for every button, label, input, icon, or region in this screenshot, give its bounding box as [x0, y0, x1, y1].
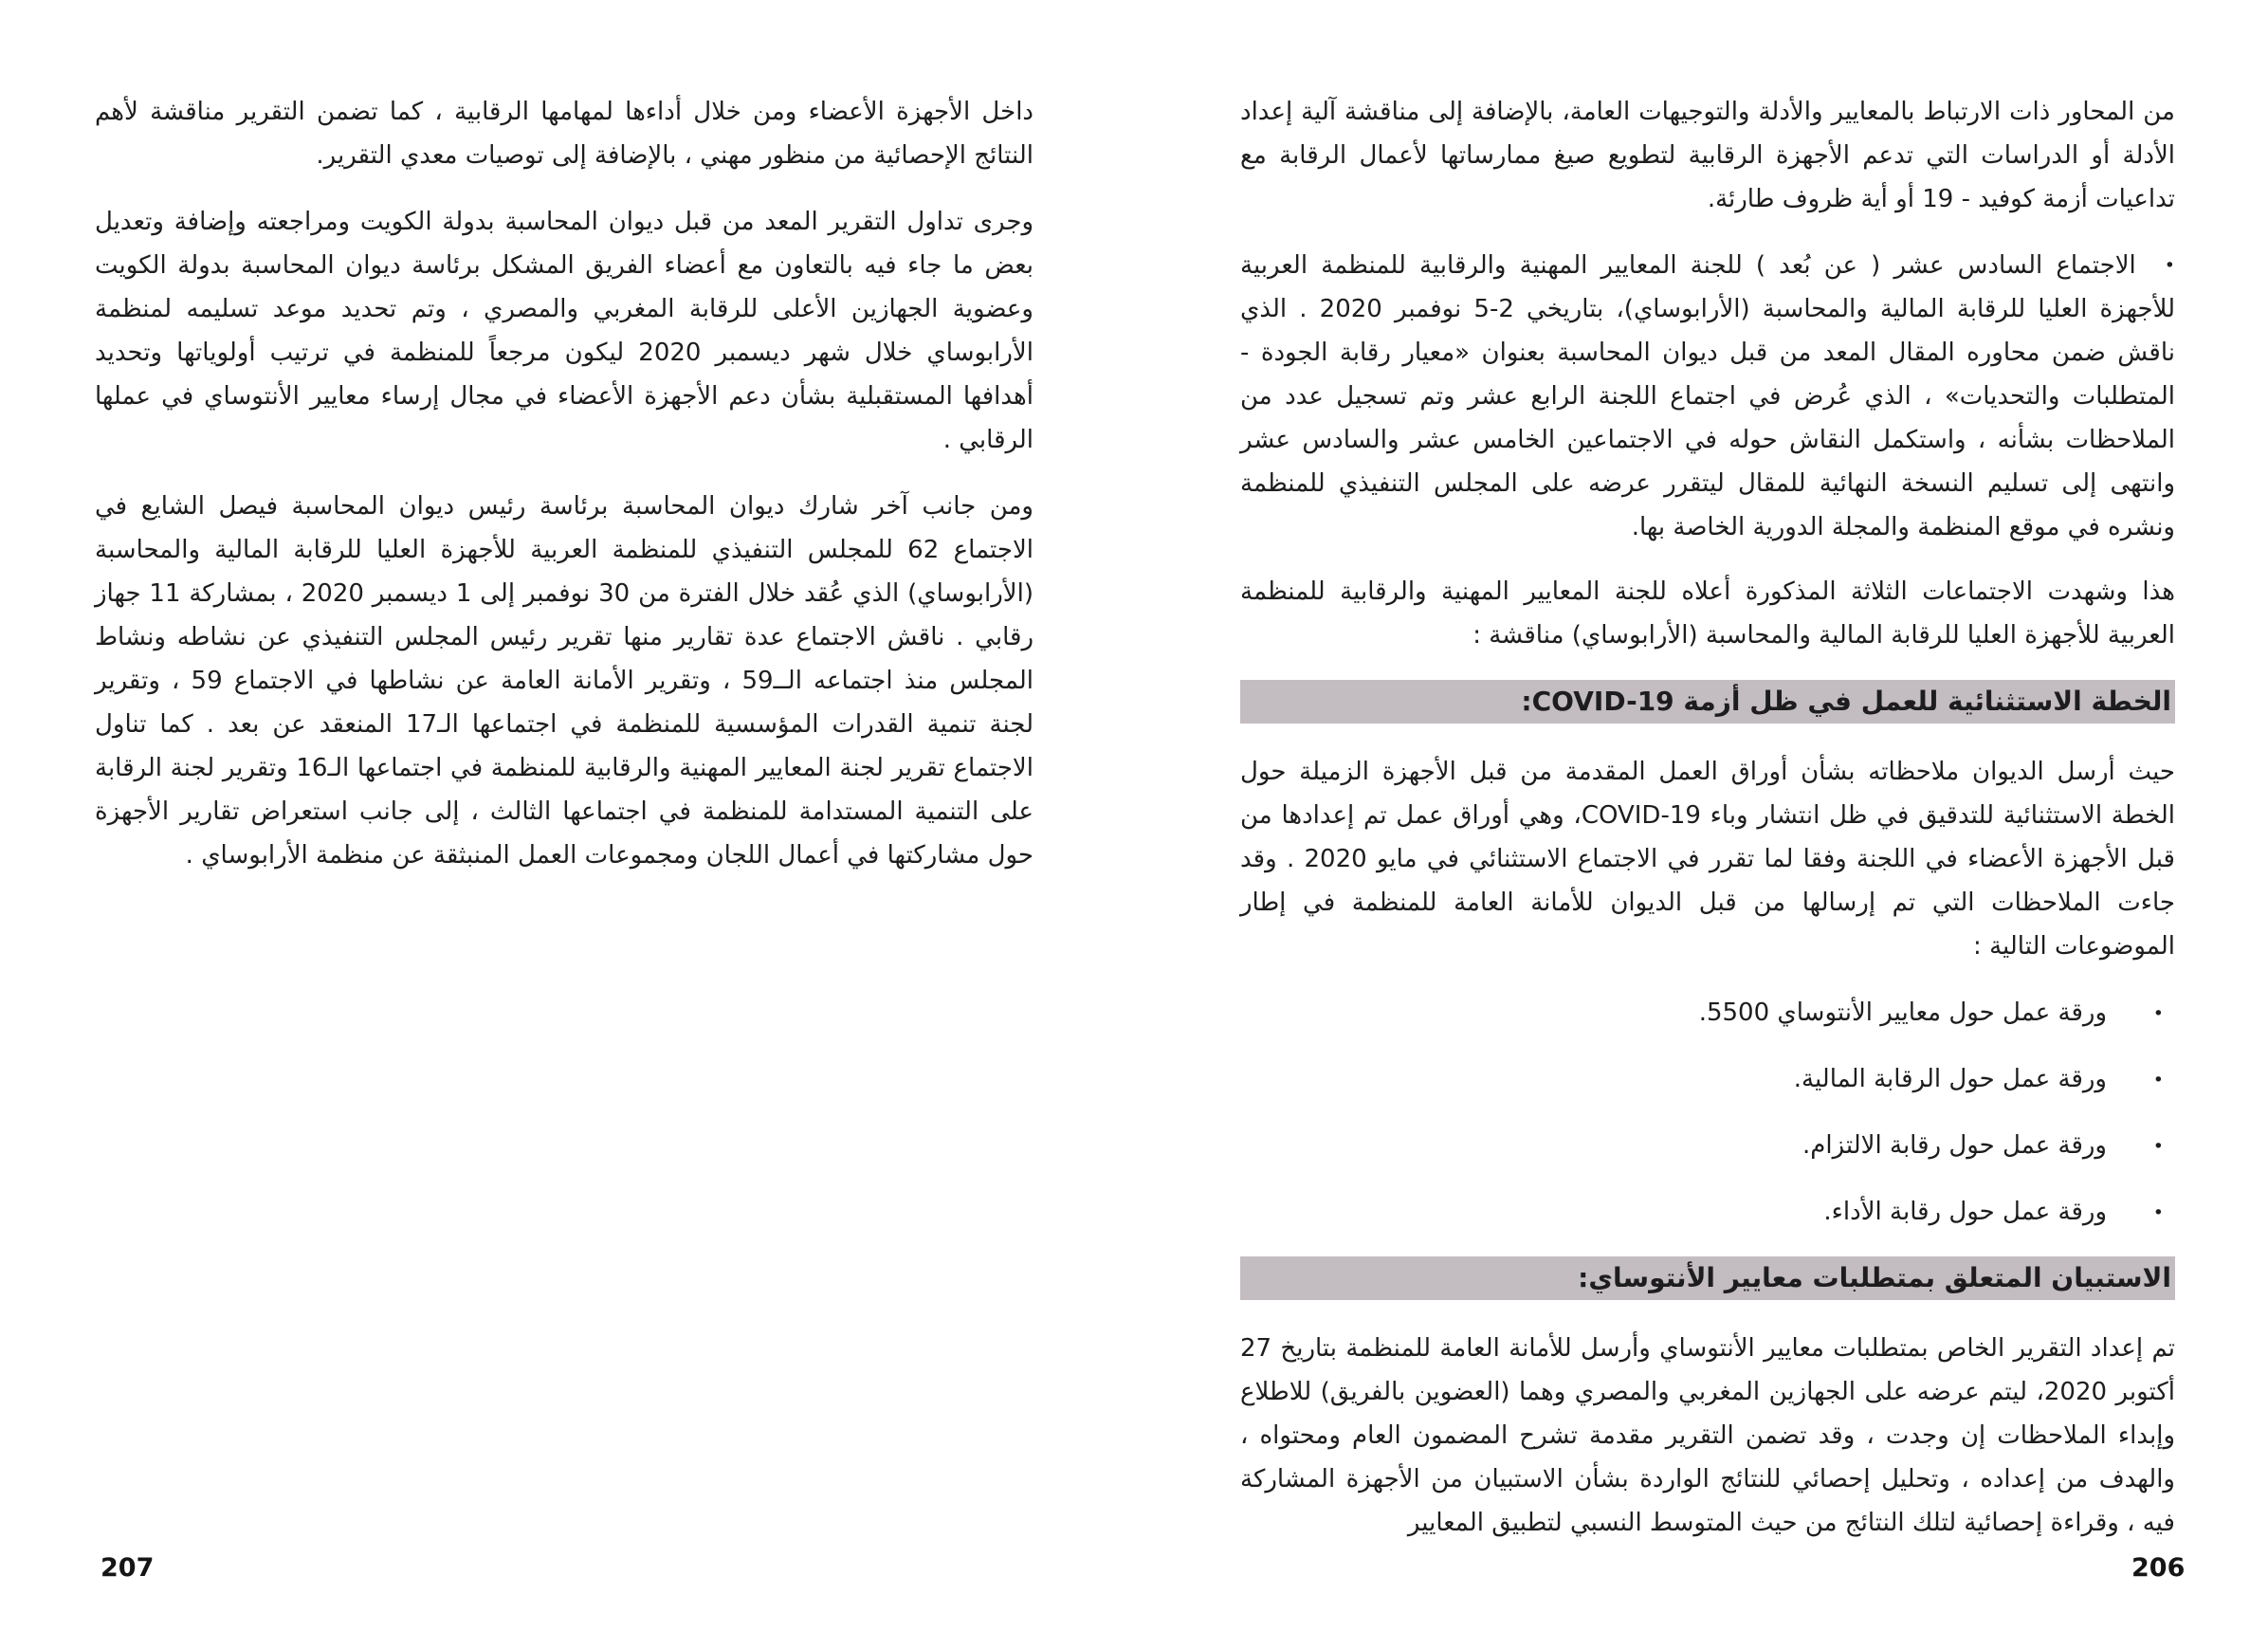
bullet-icon: •	[2152, 1202, 2164, 1223]
paragraph: وجرى تداول التقرير المعد من قبل ديوان المحاسبة بدولة الكويت ومراجعته وإضافة وتعديل بعض ما جاء فيه بالتعاون مع أعضاء الفريق المشكل برئاسة ديوان المحاسبة بدولة الكويت وعضوية الجهازين الأعلى للرقابة المغربي والمصري ، وتم تحديد موعد تسليمه لمنظمة الأرابوساي خلال شهر ديسمبر 2020 ليكون مرجعاً للمنظمة في ترتيب أولوياتها وتحديد أهدافها المستقبلية بشأن دعم الأجهزة الأعضاء في مجال إرساء معايير الأنتوساي في عملها الرقابي .	[95, 208, 1033, 454]
list-item	[1240, 1190, 2175, 1234]
list-item	[1240, 1124, 2175, 1167]
bullet-icon: •	[2152, 1070, 2164, 1090]
list-item	[1240, 1057, 2175, 1101]
paragraph: داخل الأجهزة الأعضاء ومن خلال أداءها لمهامها الرقابية ، كما تضمن التقرير مناقشة لأهم النتائج الإحصائية من منظور مهني ، بالإضافة إلى توصيات معدي التقرير.	[95, 98, 1033, 170]
summary-paragraph: هذا وشهدت الاجتماعات الثلاثة المذكورة أعلاه للجنة المعايير المهنية والرقابية للمنظمة العربية للأجهزة العليا للرقابة المالية والمحاسبة (الأرابوساي) مناقشة :	[1240, 577, 2175, 650]
intro-paragraph: من المحاور ذات الارتباط بالمعايير والأدلة والتوجيهات العامة، بالإضافة إلى مناقشة آلية إعداد الأدلة أو الدراسات التي تدعم الأجهزة الرقابية لتطويع صيغ ممارساتها لأعمال الرقابة مع تداعيات أزمة كوفيد - 19 أو أية ظروف طارئة.	[1240, 98, 2175, 213]
list-item-text: ورقة عمل حول معايير الأنتوساي 5500.	[1698, 999, 2107, 1027]
section-header-intosai-survey	[1240, 1256, 2175, 1300]
survey-section-body: تم إعداد التقرير الخاص بمتطلبات معايير الأنتوساي وأرسل للأمانة العامة للمنظمة بتاريخ 27 أكتوبر 2020، ليتم عرضه على الجهازين المغربي والمصري وهما (العضوين بالفريق) للاطلاع وإبداء الملاحظات إن وجدت ، وقد تضمن التقرير مقدمة تشرح المضمون العام ومحتواه ، والهدف من إعداده ، وتحليل إحصائي للنتائج الواردة بشأن الاستبيان من الأجهزة المشاركة فيه ، وقراءة إحصائية لتلك النتائج من حيث المتوسط النسبي لتطبيق المعايير	[1240, 1334, 2175, 1537]
list-item	[1240, 991, 2175, 1035]
meeting-bullet-item	[1240, 244, 2175, 549]
page-number-206: 206	[2131, 1553, 2186, 1583]
section-header-covid-plan-title: الخطة الاستثنائية للعمل في ظل أزمة COVID-19:	[1521, 686, 2171, 717]
covid-section-body: حيث أرسل الديوان ملاحظاته بشأن أوراق العمل المقدمة من قبل الأجهزة الزميلة حول الخطة الاستثنائية للتدقيق في ظل انتشار وباء COVID-19، وهي أوراق عمل تم إعدادها من قبل الأجهزة الأعضاء في اللجنة وفقا لما تقرر في الاجتماع الاستثنائي في مايو 2020 . وقد جاءت الملاحظات التي تم إرسالها من قبل الديوان للأمانة العامة للمنظمة في إطار الموضوعات التالية :	[1240, 758, 2175, 961]
meeting-bullet-text: الاجتماع السادس عشر ( عن بُعد ) للجنة المعايير المهنية والرقابية للمنظمة العربية للأجهزة العليا للرقابة المالية والمحاسبة (الأرابوساي)، بتاريخي 2-5 نوفمبر 2020 . الذي ناقش ضمن محاوره المقال المعد من قبل ديوان المحاسبة بعنوان «معيار رقابة الجودة - المتطلبات والتحديات» ، الذي عُرض في اجتماع اللجنة الرابع عشر وتم تسجيل عدد من الملاحظات بشأنه ، واستكمل النقاش حوله في الاجتماعين الخامس عشر والسادس عشر وانتهى إلى تسليم النسخة النهائية للمقال ليتقرر عرضه على المجلس التنفيذي للمنظمة ونشره في موقع المنظمة والمجلة الدورية الخاصة بها.	[1240, 251, 2176, 541]
bullet-icon: •	[2152, 1136, 2164, 1157]
section-header-covid-plan	[1240, 680, 2175, 724]
page-207	[95, 90, 1033, 877]
bullet-icon: •	[2152, 1003, 2164, 1024]
list-item-text: ورقة عمل حول الرقابة المالية.	[1793, 1065, 2107, 1093]
list-item-text: ورقة عمل حول رقابة الأداء.	[1823, 1198, 2107, 1226]
bullet-icon: •	[2164, 255, 2175, 276]
page-number-207: 207	[101, 1553, 155, 1583]
working-papers-list	[1240, 991, 2175, 1234]
list-item-text: ورقة عمل حول رقابة الالتزام.	[1802, 1131, 2107, 1160]
page-206	[1240, 90, 2175, 1545]
paragraph: ومن جانب آخر شارك ديوان المحاسبة برئاسة رئيس ديوان المحاسبة فيصل الشايع في الاجتماع 62 للمجلس التنفيذي للمنظمة العربية للأجهزة العليا للرقابة المالية والمحاسبة (الأرابوساي) الذي عُقد خلال الفترة من 30 نوفمبر إلى 1 ديسمبر 2020 ، بمشاركة 11 جهاز رقابي . ناقش الاجتماع عدة تقارير منها تقرير رئيس المجلس التنفيذي عن نشاطه ونشاط المجلس منذ اجتماعه الــ59 ، وتقرير الأمانة العامة عن نشاطها في الاجتماع 59 ، وتقرير لجنة تنمية القدرات المؤسسية للمنظمة في اجتماعها الـ17 المنعقد عن بعد . كما تناول الاجتماع تقرير لجنة المعايير المهنية والرقابية للمنظمة في اجتماعها الـ16 وتقرير لجنة الرقابة على التنمية المستدامة للمنظمة في اجتماعها الثالث ، إلى جانب استعراض تقارير الأجهزة حول مشاركتها في أعمال اللجان ومجموعات العمل المنبثقة عن منظمة الأرابوساي .	[95, 492, 1034, 870]
section-header-intosai-survey-title: الاستبيان المتعلق بمتطلبات معايير الأنتوساي:	[1578, 1262, 2171, 1293]
